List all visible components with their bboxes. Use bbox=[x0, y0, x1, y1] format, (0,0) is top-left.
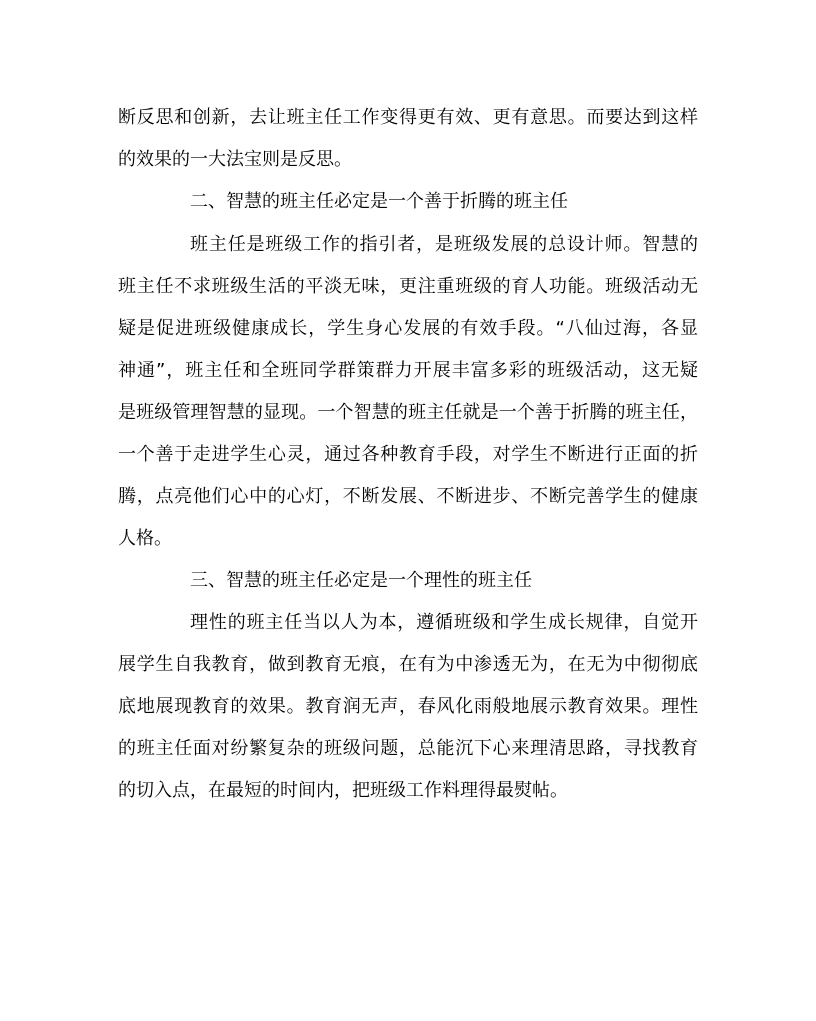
section-heading-3: 三、智慧的班主任必定是一个理性的班主任 bbox=[190, 570, 532, 591]
body-line: 断反思和创新，去让班主任工作变得更有效、更有意思。而要达到这样 bbox=[118, 107, 698, 128]
body-line: 人格。 bbox=[118, 528, 172, 549]
body-line: 班主任是班级工作的指引者，是班级发展的总设计师。智慧的 bbox=[190, 234, 698, 255]
body-line: 腾，点亮他们心中的心灯，不断发展、不断进步、不断完善学生的健康 bbox=[118, 486, 698, 507]
body-line: 疑是促进班级健康成长，学生身心发展的有效手段。“八仙过海，各显 bbox=[118, 318, 698, 339]
body-line: 的切入点，在最短的时间内，把班级工作料理得最熨帖。 bbox=[118, 780, 568, 801]
body-line: 班主任不求班级生活的平淡无味，更注重班级的育人功能。班级活动无 bbox=[118, 276, 698, 297]
body-line: 是班级管理智慧的显现。一个智慧的班主任就是一个善于折腾的班主任， bbox=[118, 402, 698, 423]
body-line: 理性的班主任当以人为本，遵循班级和学生成长规律，自觉开 bbox=[190, 612, 698, 633]
body-line: 一个善于走进学生心灵，通过各种教育手段，对学生不断进行正面的折 bbox=[118, 444, 698, 465]
section-heading-2: 二、智慧的班主任必定是一个善于折腾的班主任 bbox=[190, 191, 568, 212]
body-line: 展学生自我教育，做到教育无痕，在有为中渗透无为，在无为中彻彻底 bbox=[118, 654, 698, 675]
body-line: 神通”，班主任和全班同学群策群力开展丰富多彩的班级活动，这无疑 bbox=[118, 360, 698, 381]
body-line: 的效果的一大法宝则是反思。 bbox=[118, 149, 352, 170]
body-line: 的班主任面对纷繁复杂的班级问题，总能沉下心来理清思路，寻找教育 bbox=[118, 738, 698, 759]
body-line: 底地展现教育的效果。教育润无声，春风化雨般地展示教育效果。理性 bbox=[118, 696, 698, 717]
